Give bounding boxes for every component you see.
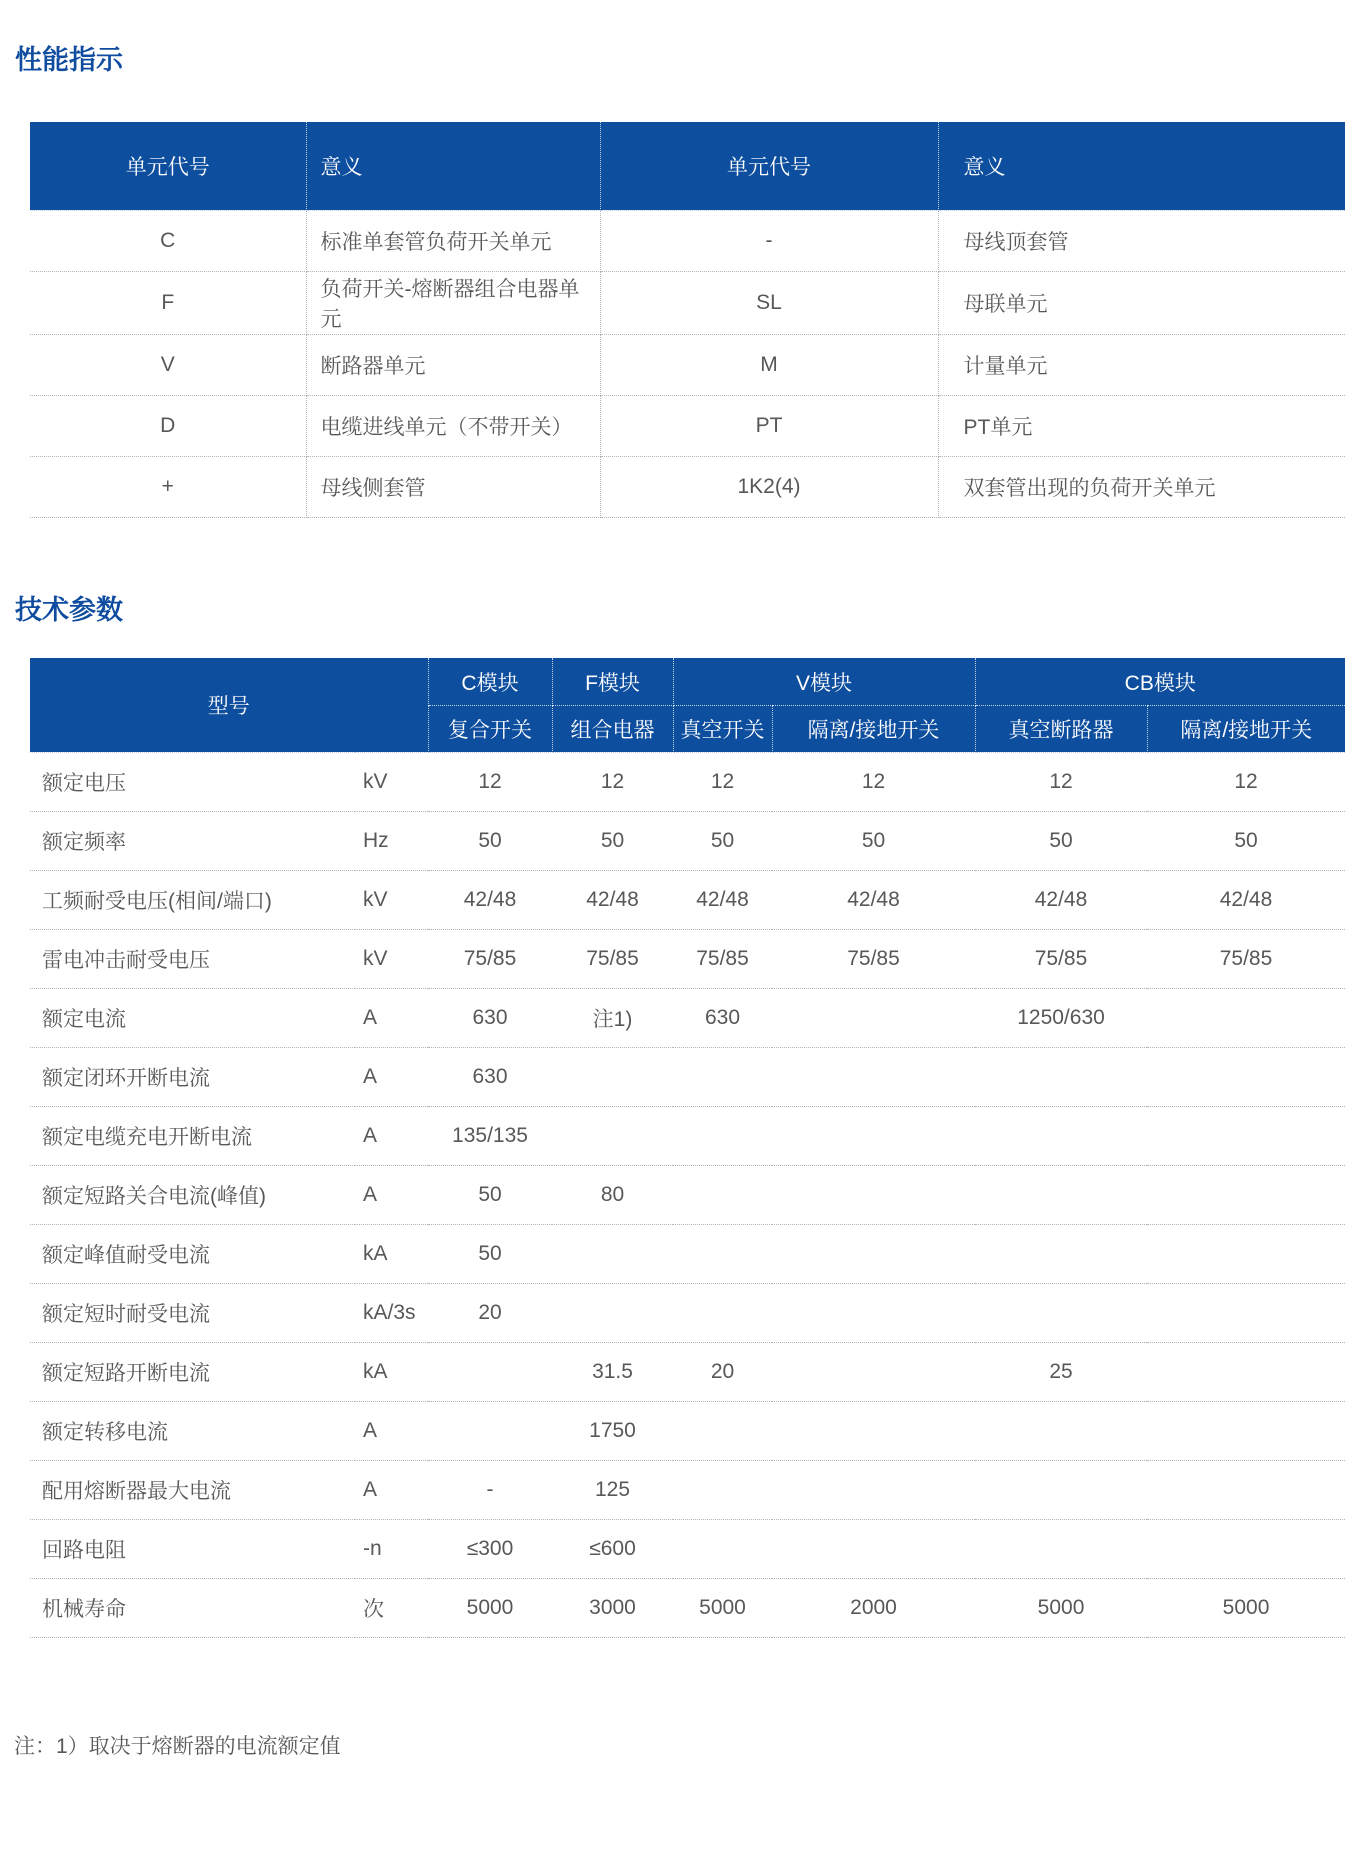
parameter-unit-cell: kV	[355, 870, 428, 929]
unit-table-body	[30, 210, 1345, 517]
unit-code-cell: D	[30, 395, 306, 456]
parameter-value-cell	[552, 1283, 673, 1342]
parameter-unit-cell: -n	[355, 1519, 428, 1578]
parameter-value-cell	[673, 1401, 772, 1460]
parameter-unit-cell: kA/3s	[355, 1283, 428, 1342]
table-row	[30, 1460, 1345, 1519]
tech-table-body	[30, 752, 1345, 1637]
parameter-value-cell	[1147, 1047, 1345, 1106]
parameter-value-cell: 50	[975, 811, 1147, 870]
meaning-cell: 双套管出现的负荷开关单元	[938, 456, 1345, 517]
table-row	[30, 1224, 1345, 1283]
meaning-cell: 计量单元	[938, 334, 1345, 395]
parameter-value-cell: 5000	[673, 1578, 772, 1637]
parameter-value-cell: 12	[673, 752, 772, 811]
parameter-value-cell	[1147, 1283, 1345, 1342]
group-header-c: C模块	[428, 658, 552, 705]
subheader-c-switch: 复合开关	[428, 705, 552, 752]
parameter-value-cell	[673, 1165, 772, 1224]
parameter-unit-cell: Hz	[355, 811, 428, 870]
parameter-unit-cell: kA	[355, 1342, 428, 1401]
parameter-value-cell	[673, 1460, 772, 1519]
table-row	[30, 395, 1345, 456]
parameter-value-cell: 12	[1147, 752, 1345, 811]
parameter-value-cell: 3000	[552, 1578, 673, 1637]
parameter-value-cell	[1147, 1519, 1345, 1578]
parameter-value-cell	[1147, 1165, 1345, 1224]
parameter-value-cell	[552, 1106, 673, 1165]
table-row	[30, 870, 1345, 929]
parameter-value-cell	[673, 1047, 772, 1106]
parameter-value-cell: 42/48	[428, 870, 552, 929]
subheader-f-combination: 组合电器	[552, 705, 673, 752]
parameter-value-cell: 12	[552, 752, 673, 811]
parameter-value-cell: 注1)	[552, 988, 673, 1047]
table-header-row	[30, 658, 1345, 705]
group-header-v: V模块	[673, 658, 975, 705]
parameter-value-cell: 75/85	[975, 929, 1147, 988]
parameter-value-cell: 50	[428, 811, 552, 870]
parameter-value-cell	[673, 1106, 772, 1165]
parameter-value-cell: 25	[975, 1342, 1147, 1401]
parameter-value-cell	[1147, 1460, 1345, 1519]
parameter-name-cell: 配用熔断器最大电流	[30, 1460, 355, 1519]
subheader-v-vacuum-switch: 真空开关	[673, 705, 772, 752]
group-header-cb: CB模块	[975, 658, 1345, 705]
parameter-value-cell: 50	[772, 811, 975, 870]
parameter-name-cell: 机械寿命	[30, 1578, 355, 1637]
parameter-value-cell: ≤600	[552, 1519, 673, 1578]
parameter-value-cell: 5000	[428, 1578, 552, 1637]
meaning-cell: 负荷开关-熔断器组合电器单元	[306, 271, 600, 334]
model-header: 型号	[30, 658, 428, 752]
parameter-value-cell: 1750	[552, 1401, 673, 1460]
parameter-value-cell: 1250/630	[975, 988, 1147, 1047]
parameter-value-cell: 50	[428, 1224, 552, 1283]
parameter-value-cell: 75/85	[673, 929, 772, 988]
parameter-value-cell	[1147, 1106, 1345, 1165]
table-row	[30, 334, 1345, 395]
parameter-value-cell: 75/85	[552, 929, 673, 988]
unit-code-table	[30, 122, 1345, 518]
parameter-value-cell: 42/48	[1147, 870, 1345, 929]
parameter-value-cell: 125	[552, 1460, 673, 1519]
parameter-value-cell	[772, 1106, 975, 1165]
parameter-value-cell: 5000	[1147, 1578, 1345, 1637]
meaning-cell: PT单元	[938, 395, 1345, 456]
parameter-value-cell: 12	[428, 752, 552, 811]
meaning-cell: 母线侧套管	[306, 456, 600, 517]
table-row	[30, 988, 1345, 1047]
parameter-value-cell: 630	[428, 988, 552, 1047]
parameter-value-cell	[552, 1224, 673, 1283]
parameter-name-cell: 额定电压	[30, 752, 355, 811]
table-row	[30, 1578, 1345, 1637]
meaning-cell: 母线顶套管	[938, 210, 1345, 271]
unit-table-header	[30, 122, 1345, 210]
parameter-value-cell	[975, 1401, 1147, 1460]
parameter-unit-cell: kV	[355, 752, 428, 811]
unit-code-header: 单元代号	[30, 122, 306, 210]
parameter-value-cell	[772, 988, 975, 1047]
parameter-name-cell: 额定短路开断电流	[30, 1342, 355, 1401]
parameter-value-cell: 630	[673, 988, 772, 1047]
parameter-value-cell	[673, 1224, 772, 1283]
subheader-cb-vacuum-breaker: 真空断路器	[975, 705, 1147, 752]
parameter-value-cell	[975, 1106, 1147, 1165]
parameter-value-cell	[1147, 988, 1345, 1047]
parameter-value-cell	[1147, 1224, 1345, 1283]
parameter-value-cell: 50	[428, 1165, 552, 1224]
subheader-v-disconnector: 隔离/接地开关	[772, 705, 975, 752]
meaning-cell: 电缆进线单元（不带开关）	[306, 395, 600, 456]
unit-code-cell: PT	[600, 395, 938, 456]
unit-code-cell: M	[600, 334, 938, 395]
parameter-value-cell: 50	[1147, 811, 1345, 870]
parameter-name-cell: 回路电阻	[30, 1519, 355, 1578]
parameter-value-cell: 50	[552, 811, 673, 870]
parameter-value-cell	[975, 1165, 1147, 1224]
table-row	[30, 210, 1345, 271]
parameter-value-cell	[975, 1283, 1147, 1342]
parameter-name-cell: 额定电缆充电开断电流	[30, 1106, 355, 1165]
parameter-value-cell: 50	[673, 811, 772, 870]
parameter-value-cell: 135/135	[428, 1106, 552, 1165]
parameter-value-cell	[772, 1224, 975, 1283]
parameter-value-cell: 75/85	[1147, 929, 1345, 988]
parameter-value-cell: 31.5	[552, 1342, 673, 1401]
parameter-value-cell: 42/48	[772, 870, 975, 929]
parameter-value-cell: 630	[428, 1047, 552, 1106]
parameter-value-cell	[975, 1047, 1147, 1106]
subheader-cb-disconnector: 隔离/接地开关	[1147, 705, 1345, 752]
table-row	[30, 1047, 1345, 1106]
unit-code-cell: F	[30, 271, 306, 334]
meaning-header: 意义	[306, 122, 600, 210]
parameter-value-cell: 42/48	[673, 870, 772, 929]
parameter-value-cell: 75/85	[772, 929, 975, 988]
table-row	[30, 929, 1345, 988]
parameter-value-cell	[1147, 1401, 1345, 1460]
unit-code-header: 单元代号	[600, 122, 938, 210]
parameter-value-cell	[428, 1401, 552, 1460]
parameter-unit-cell: A	[355, 1460, 428, 1519]
parameter-value-cell: 20	[673, 1342, 772, 1401]
table-row	[30, 271, 1345, 334]
parameter-value-cell	[428, 1342, 552, 1401]
table-row	[30, 811, 1345, 870]
table-row	[30, 752, 1345, 811]
parameter-value-cell	[975, 1519, 1147, 1578]
parameter-value-cell: 75/85	[428, 929, 552, 988]
table-row	[30, 1519, 1345, 1578]
parameter-name-cell: 额定电流	[30, 988, 355, 1047]
technical-parameters-table	[30, 658, 1345, 1638]
parameter-value-cell	[975, 1224, 1147, 1283]
parameter-value-cell: 80	[552, 1165, 673, 1224]
parameter-unit-cell: A	[355, 1106, 428, 1165]
parameter-value-cell: 12	[772, 752, 975, 811]
parameter-name-cell: 额定短时耐受电流	[30, 1283, 355, 1342]
parameter-value-cell: 12	[975, 752, 1147, 811]
table-row	[30, 1106, 1345, 1165]
parameter-name-cell: 额定短路关合电流(峰值)	[30, 1165, 355, 1224]
parameter-value-cell	[772, 1342, 975, 1401]
unit-code-cell: V	[30, 334, 306, 395]
parameter-value-cell	[975, 1460, 1147, 1519]
parameter-value-cell	[772, 1165, 975, 1224]
meaning-cell: 标准单套管负荷开关单元	[306, 210, 600, 271]
parameter-name-cell: 额定峰值耐受电流	[30, 1224, 355, 1283]
tech-table-header	[30, 658, 1345, 752]
table-row	[30, 1165, 1345, 1224]
unit-code-cell: -	[600, 210, 938, 271]
parameter-unit-cell: 次	[355, 1578, 428, 1637]
parameter-value-cell	[1147, 1342, 1345, 1401]
parameter-value-cell	[673, 1283, 772, 1342]
parameter-unit-cell: A	[355, 988, 428, 1047]
table-row	[30, 1342, 1345, 1401]
parameter-value-cell: ≤300	[428, 1519, 552, 1578]
parameter-unit-cell: A	[355, 1165, 428, 1224]
unit-code-cell: 1K2(4)	[600, 456, 938, 517]
parameter-value-cell	[772, 1401, 975, 1460]
parameter-value-cell: 20	[428, 1283, 552, 1342]
meaning-cell: 断路器单元	[306, 334, 600, 395]
table-header-row	[30, 122, 1345, 210]
parameter-value-cell	[772, 1519, 975, 1578]
unit-code-cell: +	[30, 456, 306, 517]
table-row	[30, 1283, 1345, 1342]
meaning-cell: 母联单元	[938, 271, 1345, 334]
parameter-unit-cell: A	[355, 1401, 428, 1460]
table-row	[30, 1401, 1345, 1460]
parameter-unit-cell: kV	[355, 929, 428, 988]
parameter-value-cell	[772, 1460, 975, 1519]
section-title-parameters: 技术参数	[15, 594, 123, 625]
parameter-value-cell: 5000	[975, 1578, 1147, 1637]
parameter-value-cell: 2000	[772, 1578, 975, 1637]
parameter-value-cell	[552, 1047, 673, 1106]
section-title-performance: 性能指示	[15, 45, 123, 75]
parameter-value-cell	[673, 1519, 772, 1578]
parameter-name-cell: 额定频率	[30, 811, 355, 870]
parameter-name-cell: 工频耐受电压(相间/端口)	[30, 870, 355, 929]
parameter-name-cell: 额定转移电流	[30, 1401, 355, 1460]
parameter-value-cell	[772, 1283, 975, 1342]
parameter-value-cell: 42/48	[975, 870, 1147, 929]
parameter-unit-cell: kA	[355, 1224, 428, 1283]
parameter-value-cell	[772, 1047, 975, 1106]
parameter-name-cell: 雷电冲击耐受电压	[30, 929, 355, 988]
table-row	[30, 456, 1345, 517]
parameter-value-cell: 42/48	[552, 870, 673, 929]
meaning-header: 意义	[938, 122, 1345, 210]
unit-code-cell: SL	[600, 271, 938, 334]
parameter-name-cell: 额定闭环开断电流	[30, 1047, 355, 1106]
parameter-value-cell: -	[428, 1460, 552, 1519]
parameter-unit-cell: A	[355, 1047, 428, 1106]
footnote: 注：1）取决于熔断器的电流额定值	[14, 1734, 341, 1758]
group-header-f: F模块	[552, 658, 673, 705]
unit-code-cell: C	[30, 210, 306, 271]
